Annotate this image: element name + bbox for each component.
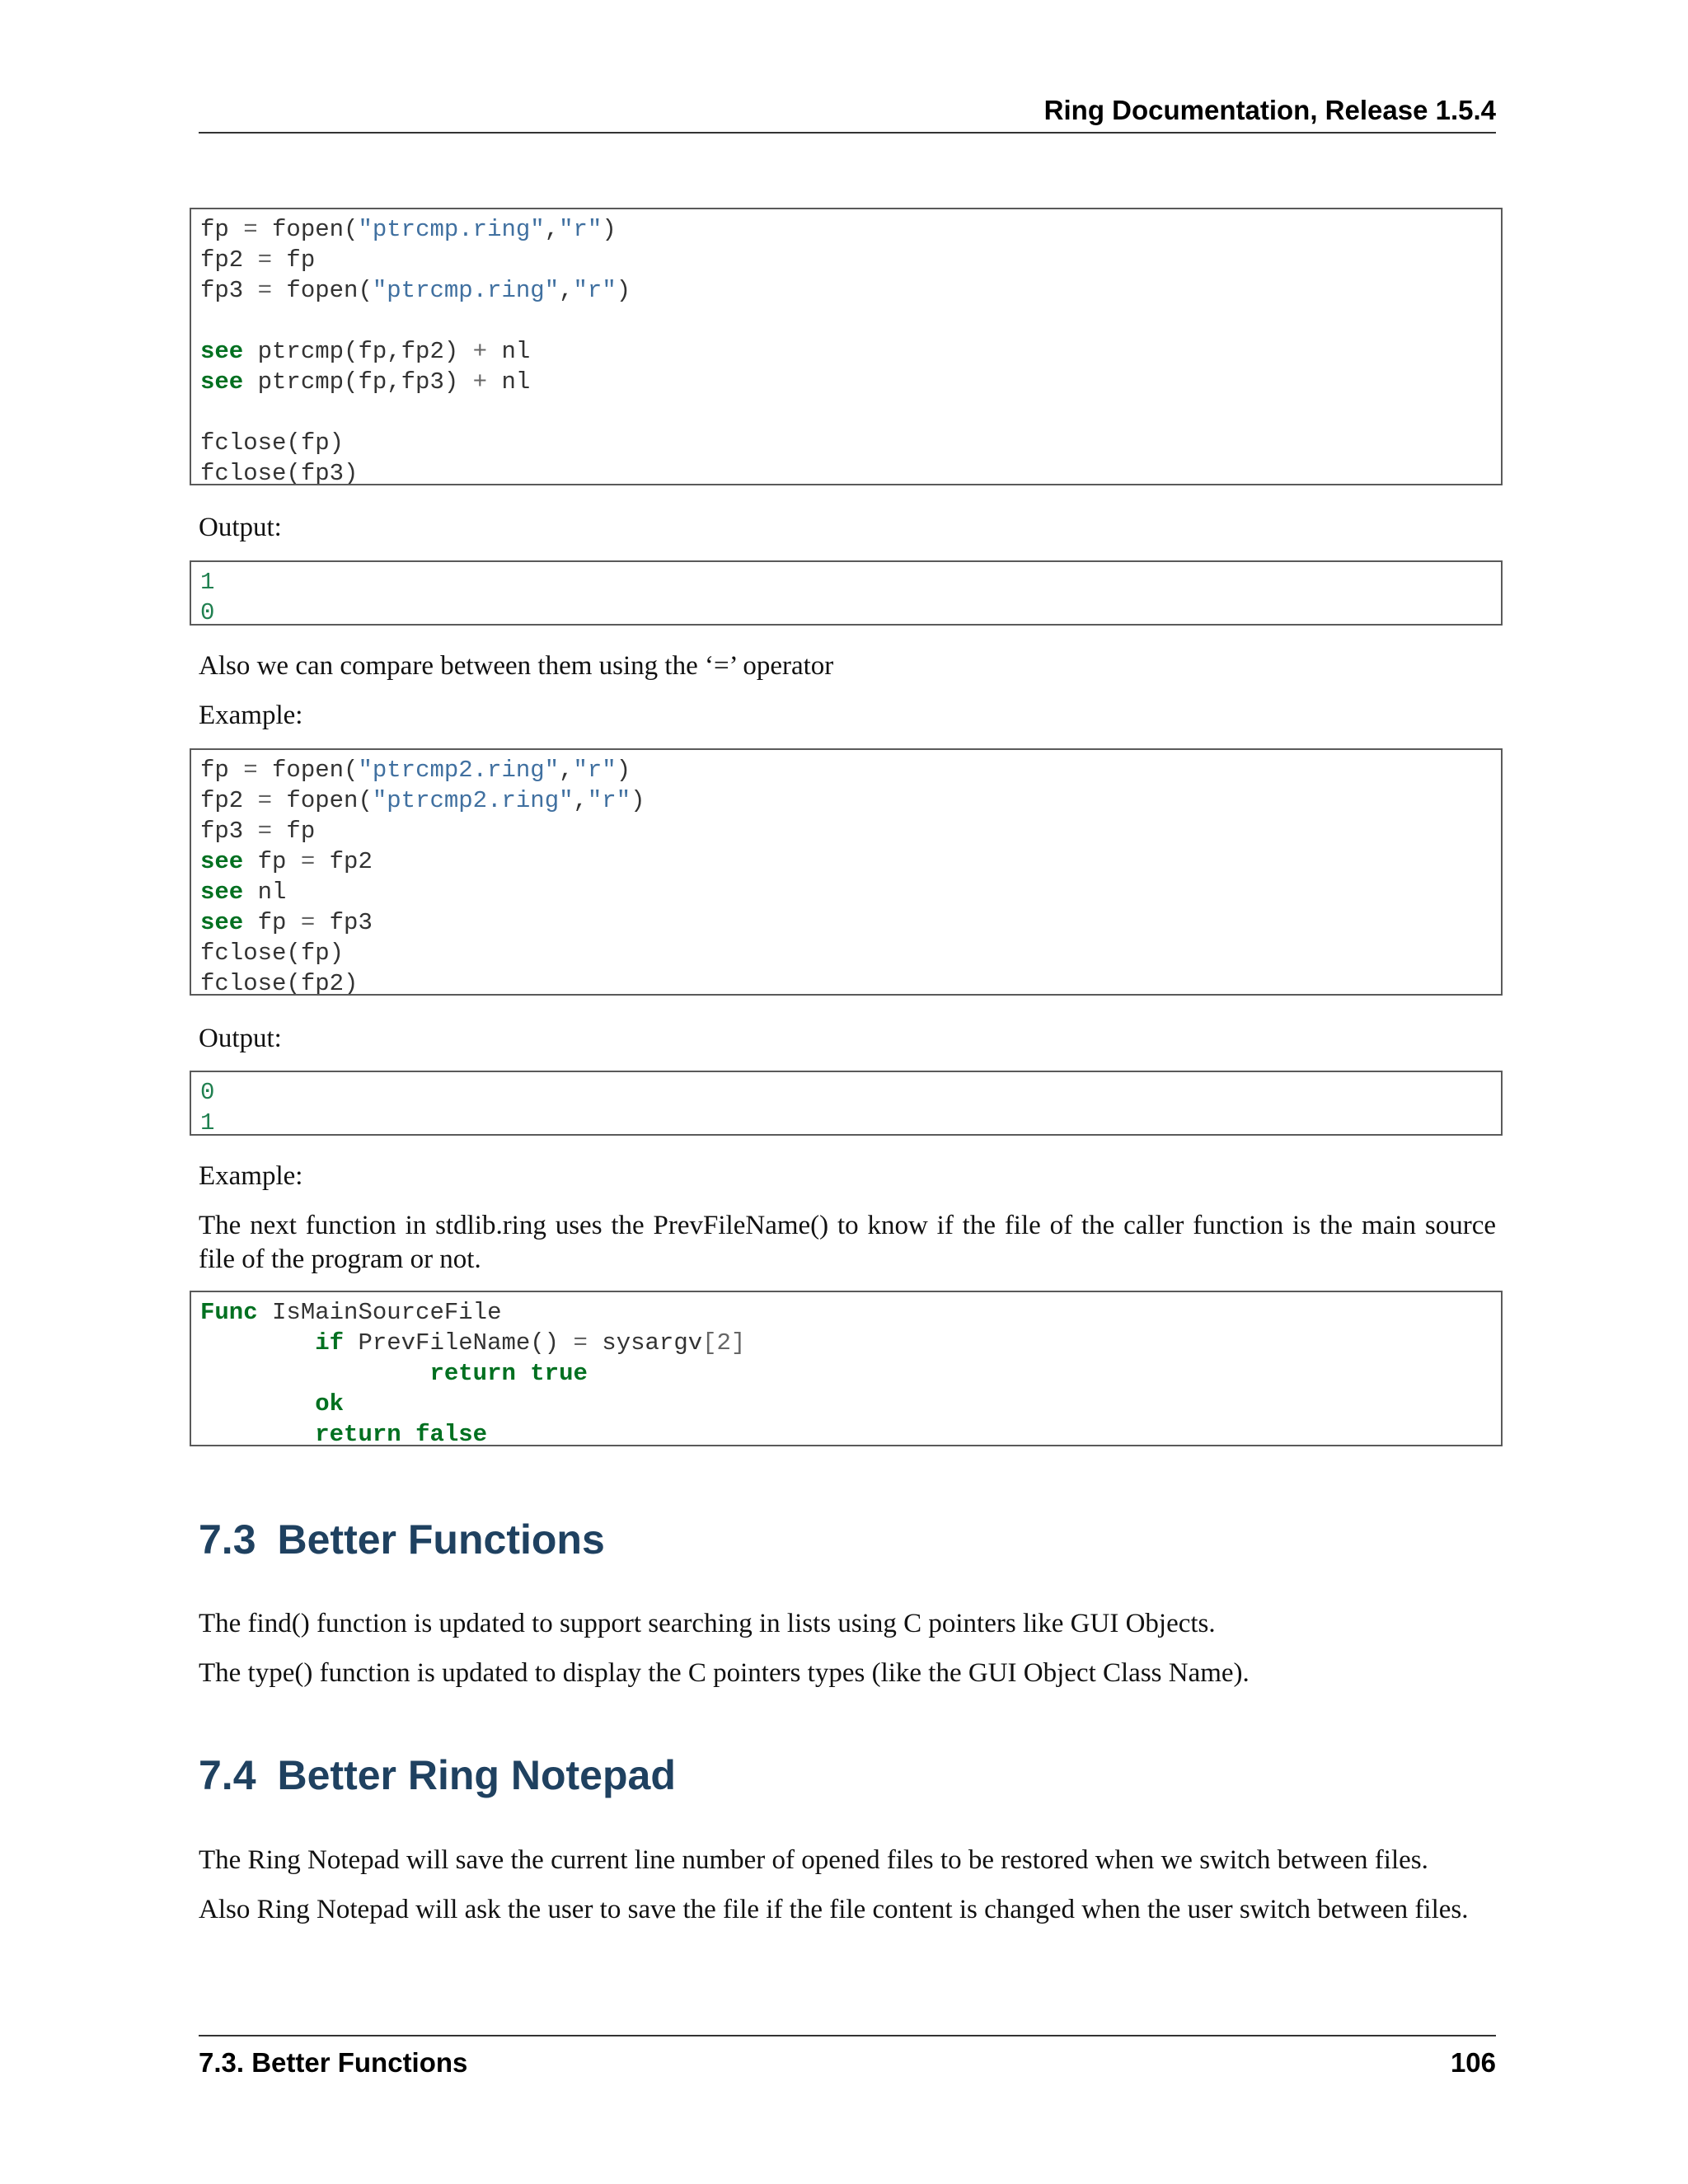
- code-operator: =: [300, 848, 316, 875]
- code-text: sysargv: [587, 1329, 703, 1357]
- code-line: [200, 1358, 1501, 1389]
- section-number: 7.4: [199, 1752, 256, 1798]
- code-line: [200, 785, 1501, 816]
- output-block-1: [190, 560, 1503, 626]
- code-keyword: see: [200, 848, 244, 875]
- code-line: [200, 846, 1501, 877]
- code-string: "r": [573, 277, 617, 304]
- code-operator: =: [300, 909, 316, 936]
- code-line: [200, 1389, 1501, 1419]
- code-line: [200, 598, 1501, 626]
- code-string: "ptrcmp2.ring": [372, 787, 574, 814]
- output-block-2: [190, 1071, 1503, 1136]
- code-line: [200, 907, 1501, 938]
- code-line: [200, 245, 1501, 275]
- code-text: ): [602, 216, 617, 243]
- code-text: fopen(: [272, 277, 373, 304]
- code-line: [200, 1419, 1501, 1446]
- code-line: [200, 755, 1501, 785]
- code-text: nl: [487, 338, 531, 365]
- code-keyword: if: [315, 1329, 345, 1357]
- code-text: fp3: [315, 909, 373, 936]
- code-line: [200, 214, 1501, 245]
- section-title: Better Ring Notepad: [277, 1752, 676, 1798]
- output-label-2: Output:: [199, 1024, 282, 1053]
- paragraph-type-function: The type() function is updated to display the C pointers types (like the GUI Object Class Name).: [199, 1658, 1250, 1688]
- code-keyword: true: [530, 1360, 588, 1387]
- code-line: [200, 1077, 1501, 1108]
- code-text: ,: [559, 277, 574, 304]
- code-keyword: Func: [200, 1299, 258, 1326]
- code-text: fp2: [200, 246, 258, 274]
- code-block-compare: [190, 748, 1503, 996]
- code-text: [200, 1329, 315, 1357]
- code-text: PrevFileName(): [344, 1329, 574, 1357]
- code-line: [200, 968, 1501, 996]
- code-text: ): [616, 757, 631, 784]
- code-operator: =: [257, 246, 273, 274]
- code-operator: [2]: [702, 1329, 746, 1357]
- code-text: fp: [272, 246, 316, 274]
- code-number: 0: [200, 599, 215, 626]
- paragraph-notepad-line-number: The Ring Notepad will save the current line number of opened files to be restored when we switch between files.: [199, 1845, 1428, 1875]
- code-text: ptrcmp(fp,fp3): [243, 368, 473, 396]
- code-line: [200, 877, 1501, 907]
- code-operator: =: [243, 757, 258, 784]
- code-text: [200, 1360, 429, 1387]
- code-keyword: see: [200, 909, 244, 936]
- code-text: nl: [243, 879, 287, 906]
- code-operator: =: [573, 1329, 588, 1357]
- code-text: ): [631, 787, 645, 814]
- example-label-1: Example:: [199, 701, 303, 730]
- code-keyword: false: [415, 1421, 488, 1446]
- code-text: nl: [487, 368, 531, 396]
- code-text: [200, 1421, 315, 1446]
- code-block-ptrcmp: [190, 208, 1503, 485]
- section-heading-7-3: [199, 1515, 605, 1564]
- code-text: fp: [272, 818, 316, 845]
- code-text: fp2: [315, 848, 373, 875]
- code-text: fclose(fp3): [200, 460, 359, 485]
- code-text: [200, 399, 214, 426]
- code-block-ismainsourcefile: [190, 1291, 1503, 1446]
- code-text: ,: [573, 787, 588, 814]
- code-operator: =: [257, 818, 273, 845]
- code-line: [200, 367, 1501, 397]
- paragraph-notepad-save-prompt: Also Ring Notepad will ask the user to save the file if the file content is changed when the user switch between files.: [199, 1895, 1469, 1924]
- code-text: fopen(: [272, 787, 373, 814]
- code-line: [200, 306, 1501, 336]
- code-text: ): [616, 277, 631, 304]
- code-keyword: see: [200, 338, 244, 365]
- code-text: fp: [243, 848, 301, 875]
- document-title: Ring Documentation, Release 1.5.4: [1043, 95, 1496, 125]
- section-number: 7.3: [199, 1516, 256, 1563]
- code-text: fopen(: [257, 757, 359, 784]
- code-operator: +: [472, 368, 488, 396]
- footer-section-label: 7.3. Better Functions: [199, 2047, 468, 2078]
- code-string: "ptrcmp.ring": [358, 216, 545, 243]
- code-text: fclose(fp): [200, 940, 345, 967]
- code-string: "r": [587, 787, 631, 814]
- code-operator: =: [243, 216, 258, 243]
- code-line: [200, 428, 1501, 458]
- code-line: [200, 397, 1501, 428]
- code-text: fp: [200, 216, 244, 243]
- code-line: [200, 275, 1501, 306]
- code-text: ,: [544, 216, 560, 243]
- code-string: "ptrcmp2.ring": [358, 757, 560, 784]
- code-number: 1: [200, 1109, 215, 1136]
- code-keyword: see: [200, 368, 244, 396]
- code-text: fclose(fp2): [200, 970, 359, 996]
- code-text: fp2: [200, 787, 258, 814]
- code-number: 0: [200, 1079, 215, 1106]
- code-text: ptrcmp(fp,fp2): [243, 338, 473, 365]
- code-string: "r": [559, 216, 603, 243]
- code-line: [200, 1328, 1501, 1358]
- code-text: IsMainSourceFile: [257, 1299, 502, 1326]
- code-text: fp: [200, 757, 244, 784]
- code-operator: =: [257, 277, 273, 304]
- code-text: [516, 1360, 530, 1387]
- output-label-1: Output:: [199, 513, 282, 542]
- code-line: [200, 567, 1501, 598]
- section-title: Better Functions: [277, 1516, 605, 1563]
- example-label-2: Example:: [199, 1161, 303, 1191]
- code-line: [200, 458, 1501, 485]
- code-keyword: ok: [315, 1390, 345, 1418]
- page-number: 106: [1450, 2047, 1496, 2078]
- code-text: [401, 1421, 415, 1446]
- code-string: "ptrcmp.ring": [372, 277, 560, 304]
- code-line: [200, 816, 1501, 846]
- paragraph-find-function: The find() function is updated to support searching in lists using C pointers like GUI Objects.: [199, 1609, 1216, 1638]
- code-operator: =: [257, 787, 273, 814]
- paragraph-prevfilename: The next function in stdlib.ring uses the PrevFileName() to know if the file of the caller function is the main source file of the program or not.: [199, 1211, 1496, 1274]
- code-text: fp: [243, 909, 301, 936]
- section-heading-7-4: [199, 1750, 676, 1800]
- code-text: fp3: [200, 277, 258, 304]
- paragraph-compare-operator: Also we can compare between them using the ‘=’ operator: [199, 651, 834, 681]
- code-string: "r": [573, 757, 617, 784]
- code-operator: +: [472, 338, 488, 365]
- code-text: ,: [559, 757, 574, 784]
- page-footer: [199, 2035, 1496, 2081]
- code-text: fclose(fp): [200, 429, 345, 457]
- code-text: fp3: [200, 818, 258, 845]
- code-number: 1: [200, 569, 215, 596]
- code-keyword: return: [429, 1360, 516, 1387]
- code-line: [200, 1297, 1501, 1328]
- code-keyword: see: [200, 879, 244, 906]
- code-text: fopen(: [257, 216, 359, 243]
- code-line: [200, 938, 1501, 968]
- code-text: [200, 307, 214, 335]
- page-header: [199, 92, 1496, 134]
- code-line: [200, 1108, 1501, 1136]
- code-keyword: return: [315, 1421, 401, 1446]
- code-text: [200, 1390, 315, 1418]
- code-line: [200, 336, 1501, 367]
